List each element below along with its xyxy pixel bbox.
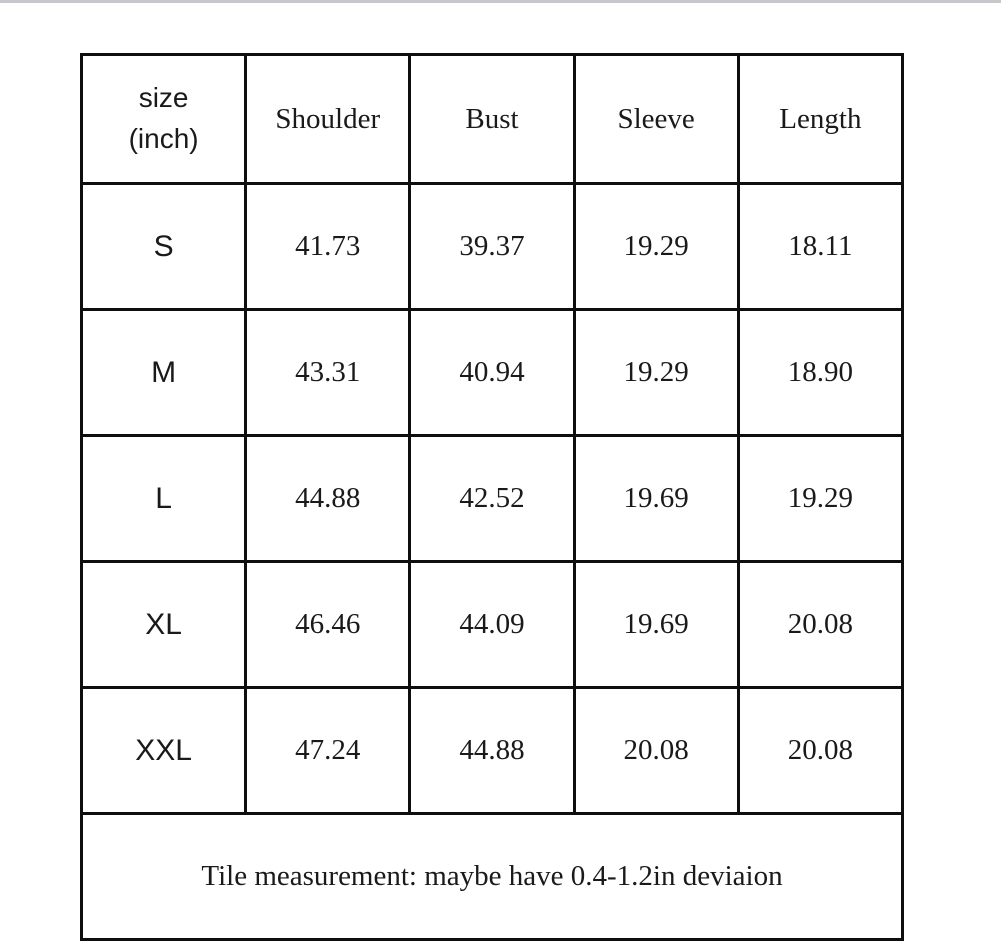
footnote-cell: Tile measurement: maybe have 0.4-1.2in deviaion: [82, 814, 903, 940]
corner-header-size-inch: [82, 55, 246, 184]
header-cell-length: Length: [738, 55, 902, 184]
size-cell: XXL: [82, 688, 246, 814]
table-row-xxl: [82, 688, 903, 814]
value-cell-bust: 40.94: [410, 310, 574, 436]
value-cell-length: 18.90: [738, 310, 902, 436]
value-cell-sleeve: 19.69: [574, 436, 738, 562]
value-cell-bust: 42.52: [410, 436, 574, 562]
table-row-xl: [82, 562, 903, 688]
value-cell-shoulder: 46.46: [246, 562, 410, 688]
header-cell-sleeve: Sleeve: [574, 55, 738, 184]
table-row-s: [82, 184, 903, 310]
image-top-edge-strip: [0, 0, 1001, 3]
corner-header-line1: size: [138, 82, 189, 114]
value-cell-sleeve: 20.08: [574, 688, 738, 814]
value-cell-bust: 44.88: [410, 688, 574, 814]
value-cell-shoulder: 41.73: [246, 184, 410, 310]
value-cell-shoulder: 43.31: [246, 310, 410, 436]
value-cell-length: 18.11: [738, 184, 902, 310]
size-cell: XL: [82, 562, 246, 688]
size-cell: S: [82, 184, 246, 310]
value-cell-sleeve: 19.29: [574, 310, 738, 436]
header-row: [82, 55, 903, 184]
value-cell-sleeve: 19.69: [574, 562, 738, 688]
value-cell-length: 20.08: [738, 688, 902, 814]
value-cell-length: 20.08: [738, 562, 902, 688]
corner-header-line2: (inch): [128, 123, 199, 154]
value-cell-sleeve: 19.29: [574, 184, 738, 310]
size-chart-table: [80, 53, 904, 941]
header-cell-bust: Bust: [410, 55, 574, 184]
header-cell-shoulder: Shoulder: [246, 55, 410, 184]
value-cell-shoulder: 44.88: [246, 436, 410, 562]
table-row-l: [82, 436, 903, 562]
size-cell: L: [82, 436, 246, 562]
value-cell-length: 19.29: [738, 436, 902, 562]
footnote-row: [82, 814, 903, 940]
value-cell-shoulder: 47.24: [246, 688, 410, 814]
table-row-m: [82, 310, 903, 436]
value-cell-bust: 39.37: [410, 184, 574, 310]
value-cell-bust: 44.09: [410, 562, 574, 688]
size-cell: M: [82, 310, 246, 436]
